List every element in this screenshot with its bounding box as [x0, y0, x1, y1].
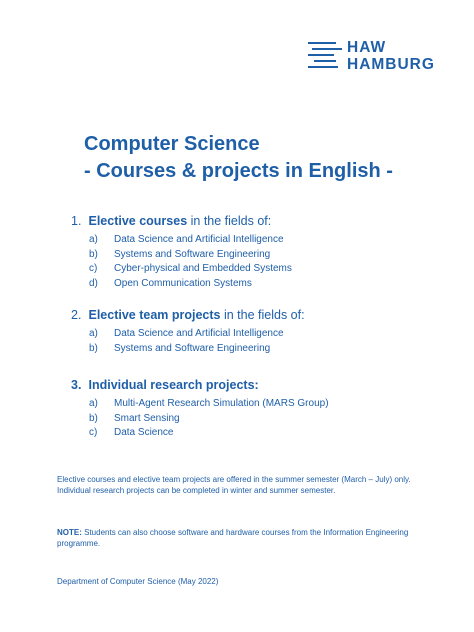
- page-title: [84, 131, 393, 185]
- section-title: Individual research projects:: [88, 378, 259, 392]
- note-paragraph: [57, 527, 457, 549]
- list-item: [71, 262, 292, 277]
- item-text: Multi-Agent Research Simulation (MARS Group): [114, 398, 329, 409]
- section-heading: [71, 306, 305, 324]
- note-label: NOTE:: [57, 528, 82, 537]
- semester-info: [57, 474, 457, 496]
- item-letter: c): [89, 263, 98, 274]
- section-number: 2.: [71, 308, 82, 322]
- note-line-1: Students can also choose software and hardware courses from the Information Engineering: [81, 528, 409, 537]
- item-letter: b): [89, 248, 98, 260]
- list-item: [71, 327, 305, 342]
- section-items: [71, 233, 292, 291]
- list-item: [71, 277, 292, 292]
- item-text: Data Science: [114, 427, 174, 438]
- note-line-2: programme.: [57, 539, 101, 548]
- haw-hamburg-logo: [308, 27, 438, 73]
- section-heading: [71, 212, 292, 230]
- item-letter: b): [89, 412, 98, 424]
- section-elective-team-projects: [71, 306, 305, 356]
- section-title: Elective team projects: [88, 308, 221, 322]
- footer: Department of Computer Science (May 2022): [57, 577, 219, 586]
- section-individual-research-projects: [71, 376, 329, 441]
- item-letter: a): [89, 328, 98, 339]
- title-line-1: Computer Science: [84, 133, 260, 155]
- list-item: [71, 342, 305, 357]
- item-text: Data Science and Artificial Intelligence: [114, 234, 284, 245]
- logo-line-2: HAMBURG: [347, 56, 435, 73]
- section-number: 1.: [71, 214, 82, 228]
- item-letter: a): [89, 234, 98, 245]
- title-line-2: - Courses & projects in English -: [84, 160, 393, 182]
- section-elective-courses: [71, 212, 292, 291]
- item-letter: a): [89, 398, 98, 409]
- item-letter: b): [89, 342, 98, 354]
- list-item: [71, 248, 292, 263]
- section-items: [71, 397, 329, 441]
- logo-text: [347, 39, 435, 73]
- item-text: Systems and Software Engineering: [114, 248, 271, 260]
- item-text: Cyber-physical and Embedded Systems: [114, 263, 292, 274]
- section-title: Elective courses: [88, 214, 188, 228]
- section-title-rest: in the fields of:: [220, 308, 305, 322]
- item-text: Smart Sensing: [114, 412, 180, 424]
- list-item: [71, 412, 329, 427]
- section-number: 3.: [71, 378, 82, 392]
- section-title-rest: in the fields of:: [187, 214, 272, 228]
- info-line-1: Elective courses and elective team projects are offered in the summer semester (March – July) only.: [57, 475, 411, 484]
- list-item: [71, 397, 329, 412]
- list-item: [71, 426, 329, 441]
- list-item: [71, 233, 292, 248]
- item-letter: c): [89, 427, 98, 438]
- section-heading: [71, 376, 329, 394]
- item-text: Open Communication Systems: [114, 277, 252, 289]
- section-items: [71, 327, 305, 356]
- info-line-2: Individual research projects can be completed in winter and summer semester.: [57, 486, 336, 495]
- item-letter: d): [89, 277, 98, 289]
- logo-line-1: HAW: [347, 39, 387, 56]
- item-text: Data Science and Artificial Intelligence: [114, 328, 284, 339]
- item-text: Systems and Software Engineering: [114, 342, 271, 354]
